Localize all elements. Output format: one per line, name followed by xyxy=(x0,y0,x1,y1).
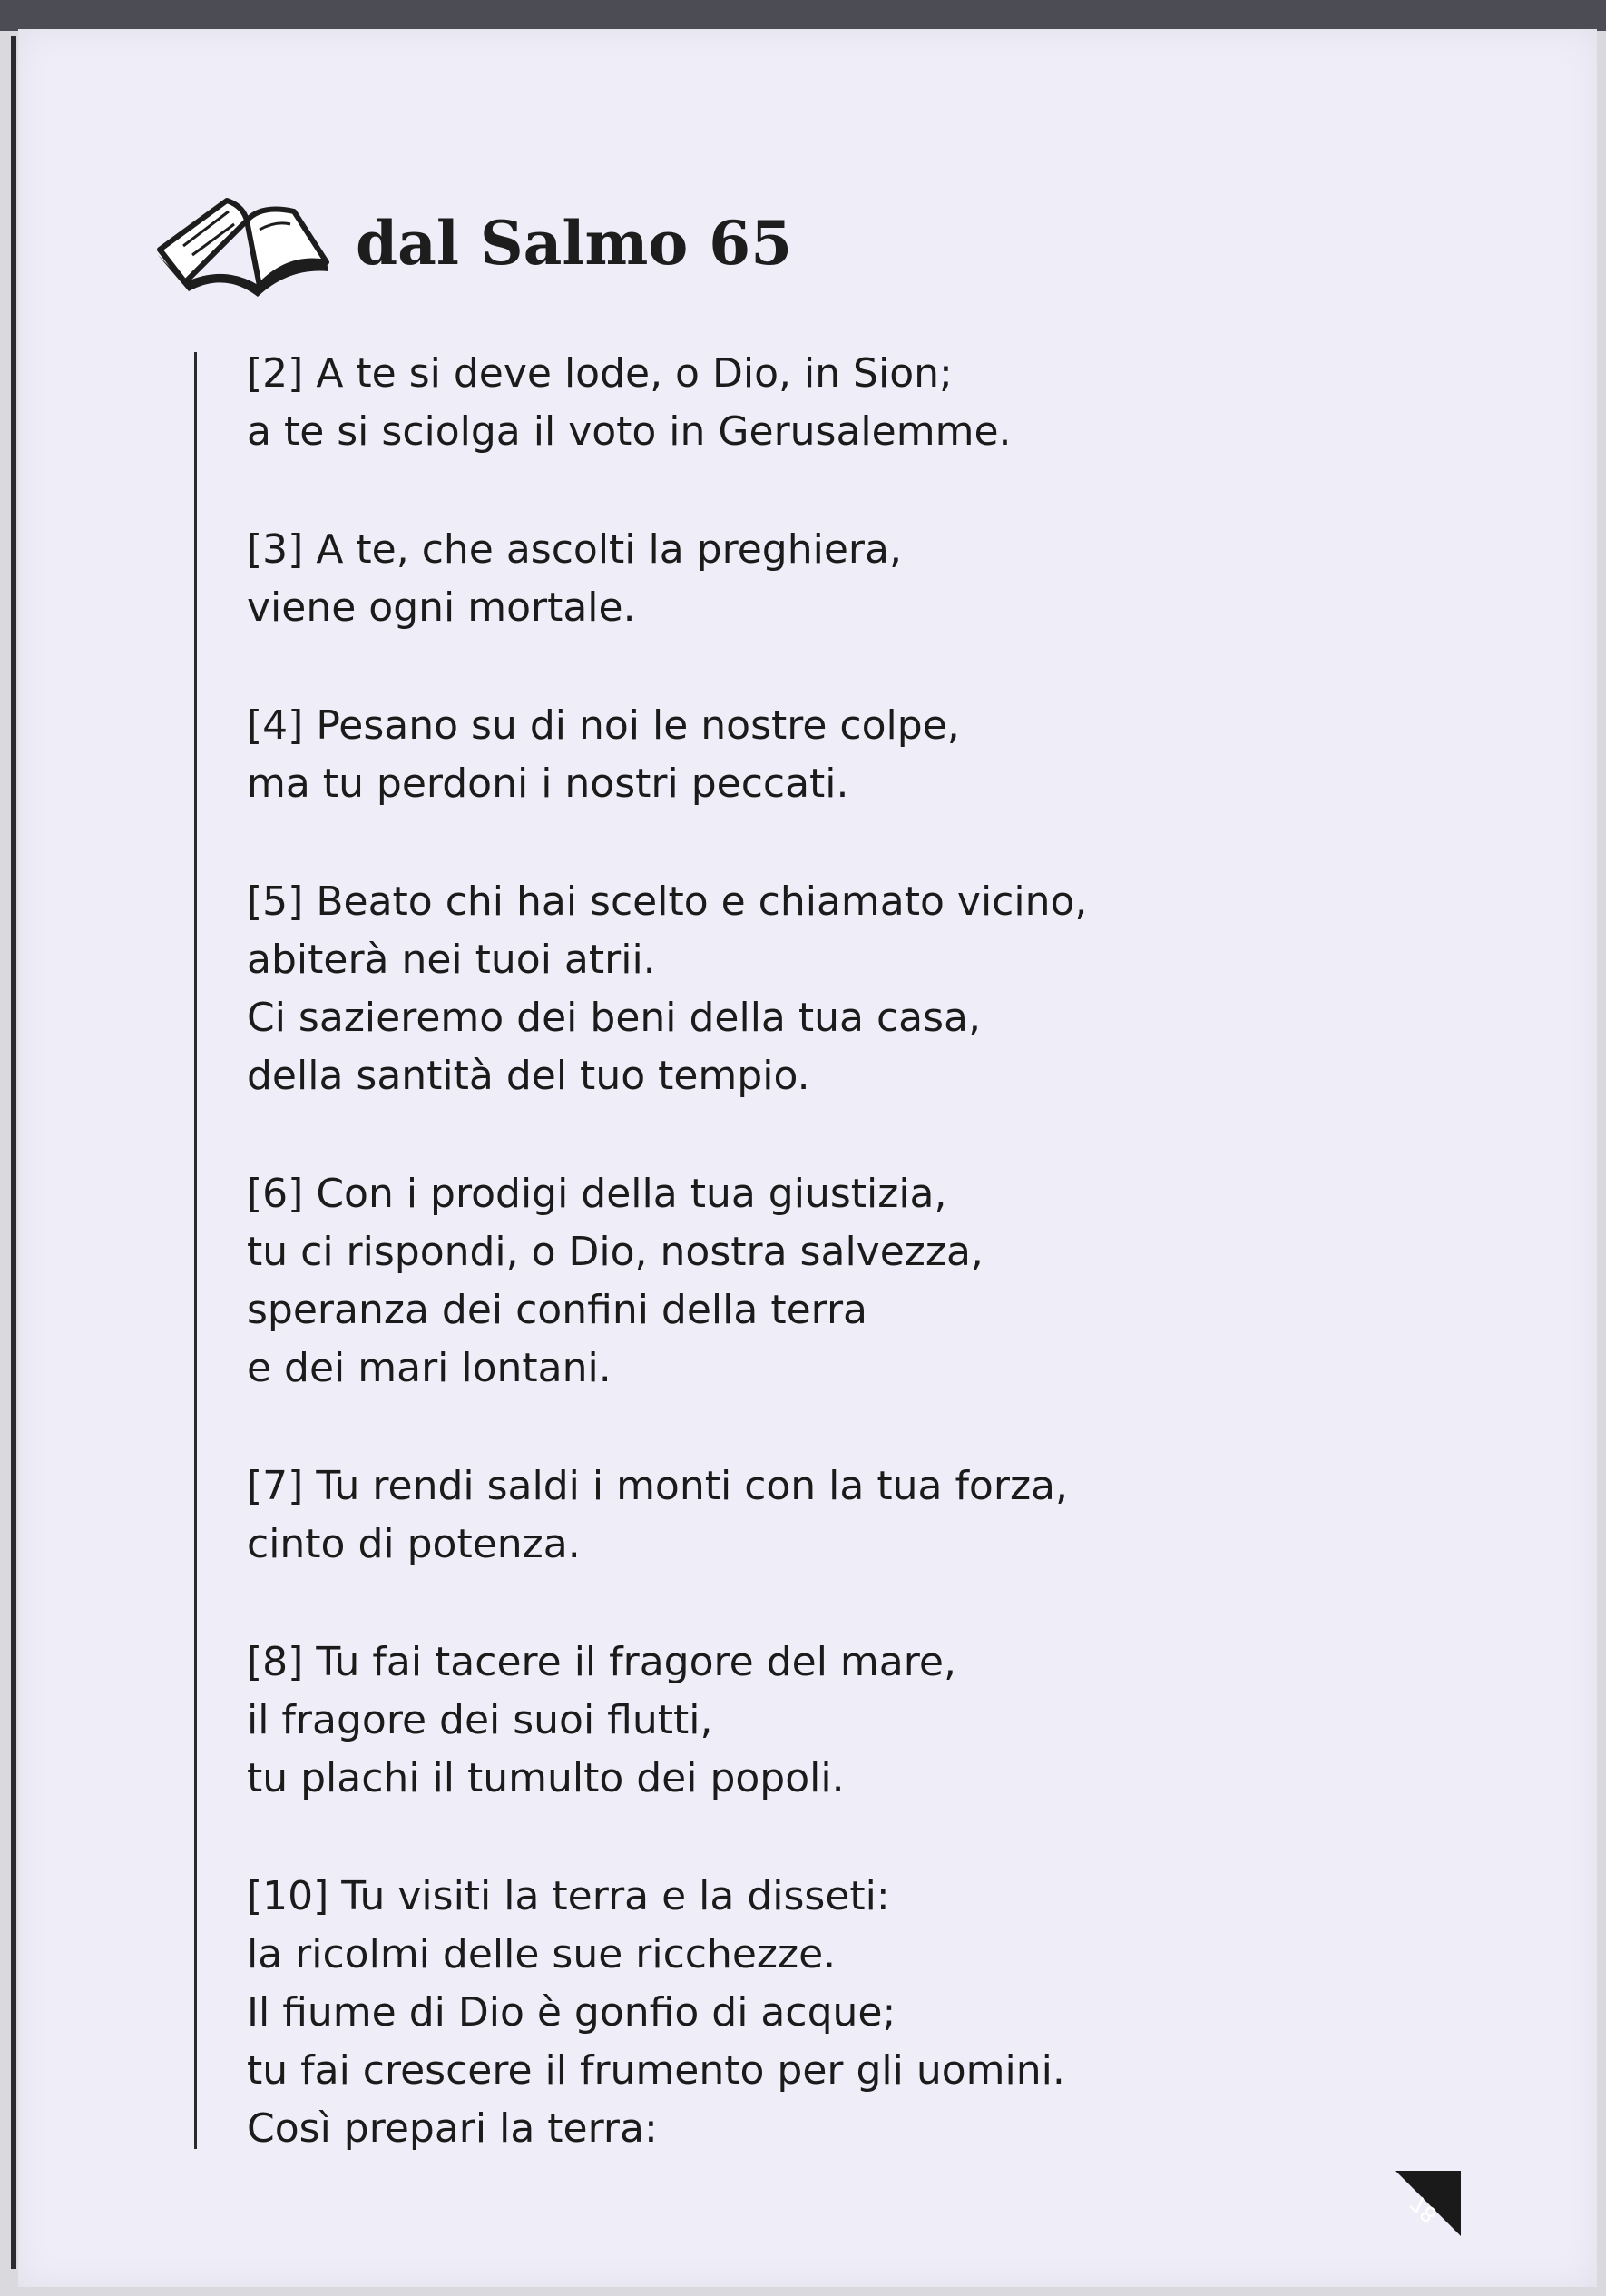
stanza xyxy=(247,873,1444,1105)
binding-edge xyxy=(11,36,16,2269)
stanza xyxy=(247,1165,1444,1398)
scan-top-edge xyxy=(0,0,1606,31)
verse-line: tu plachi il tumulto dei popoli. xyxy=(247,1755,845,1801)
stanza xyxy=(247,1634,1444,1808)
verse-line: [7] Tu rendi saldi i monti con la tua forza, xyxy=(247,1463,1068,1509)
verse-line: Ci sazieremo dei beni della tua casa, xyxy=(247,995,981,1041)
verse-line: e dei mari lontani. xyxy=(247,1345,612,1391)
page-number-badge xyxy=(1395,2171,1461,2236)
psalm-header xyxy=(152,180,792,307)
verse-line: [10] Tu visiti la terra e la disseti: xyxy=(247,1873,890,1919)
verse-line: a te si sciolga il voto in Gerusalemme. xyxy=(247,408,1012,455)
verse-line: della santità del tuo tempio. xyxy=(247,1053,810,1099)
verse-line: [2] A te si deve lode, o Dio, in Sion; xyxy=(247,350,953,397)
verse-line: Così prepari la terra: xyxy=(247,2105,658,2152)
stanza xyxy=(247,521,1444,637)
verse-line: [3] A te, che ascolti la preghiera, xyxy=(247,526,902,573)
page-number: 78 xyxy=(1405,2190,1443,2228)
verse-line: [5] Beato chi hai scelto e chiamato vicino, xyxy=(247,878,1088,925)
verse-line: Il fiume di Dio è gonfio di acque; xyxy=(247,1989,896,2036)
verse-line: ma tu perdoni i nostri peccati. xyxy=(247,760,849,807)
stanza xyxy=(247,1457,1444,1574)
verse-line: tu fai crescere il frumento per gli uomini. xyxy=(247,2047,1065,2094)
stanza xyxy=(247,697,1444,813)
stanza xyxy=(247,1868,1444,2158)
stanza xyxy=(247,345,1444,461)
vertical-rule xyxy=(194,352,197,2149)
open-book-icon xyxy=(152,184,334,302)
verse-line: speranza dei confini della terra xyxy=(247,1287,868,1333)
verse-line: la ricolmi delle sue ricchezze. xyxy=(247,1931,837,1977)
verse-line: cinto di potenza. xyxy=(247,1521,581,1567)
page-title: dal Salmo 65 xyxy=(356,208,793,279)
verse-line: abiterà nei tuoi atrii. xyxy=(247,937,656,983)
verse-line: [8] Tu fai tacere il fragore del mare, xyxy=(247,1639,956,1685)
verse-line: tu ci rispondi, o Dio, nostra salvezza, xyxy=(247,1229,984,1275)
verse-line: [4] Pesano su di noi le nostre colpe, xyxy=(247,702,960,749)
verse-line: [6] Con i prodigi della tua giustizia, xyxy=(247,1171,947,1217)
verse-line: il fragore dei suoi flutti, xyxy=(247,1697,713,1743)
psalm-text xyxy=(247,345,1444,2158)
verse-line: viene ogni mortale. xyxy=(247,584,636,631)
